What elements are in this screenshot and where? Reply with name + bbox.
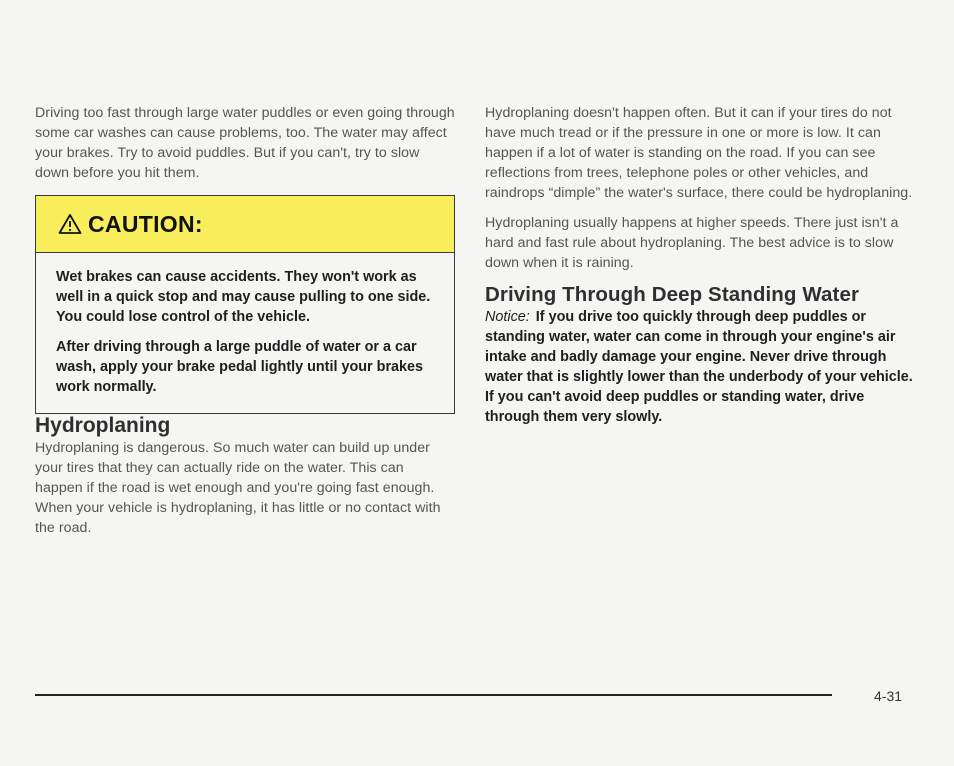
deep-water-heading: Driving Through Deep Standing Water (485, 283, 860, 306)
footer-rule (35, 694, 832, 696)
caution-box (35, 195, 455, 414)
caution-title: CAUTION: (88, 210, 203, 237)
notice-label: Notice: (485, 309, 530, 325)
hydroplaning-paragraph: Hydroplaning is dangerous. So much water can build up under your tires that they can actually ride on the water. This can happen if the road is wet enough and you're going fast enough. When your vehicle is hydroplaning, it has little or no contact with the road. (35, 440, 441, 536)
right-column (485, 103, 915, 427)
caution-paragraph: Wet brakes can cause accidents. They won't work as well in a quick stop and may cause pulling to one side. You could lose control of the vehicle. (56, 269, 431, 325)
caution-header (36, 196, 454, 253)
notice-paragraph (485, 307, 915, 427)
hydroplaning-speed-paragraph: Hydroplaning usually happens at higher speeds. There just isn't a hard and fast rule about hydroplaning. The best advice is to slow down when it is raining. (485, 215, 899, 271)
hydroplaning-occurrence-paragraph: Hydroplaning doesn't happen often. But it can if your tires do not have much tread or if the pressure in one or more is low. It can happen if a lot of water is standing on the road. If you can see reflections from trees, telephone poles or other vehicles, and raindrops “dimple” the water's surface, there could be hydroplaning. (485, 105, 913, 201)
caution-paragraph: After driving through a large puddle of water or a car wash, apply your brake pedal lightly until your brakes work normally. (56, 339, 424, 395)
warning-triangle-icon (58, 213, 82, 235)
hydroplaning-heading: Hydroplaning (35, 414, 171, 437)
intro-paragraph: Driving too fast through large water puddles or even going through some car washes can cause problems, too. The water may affect your brakes. Try to avoid puddles. But if you can't, try to slow down before you hit them. (35, 105, 455, 181)
left-column (35, 103, 455, 548)
notice-text: If you drive too quickly through deep puddles or standing water, water can come in through your engine's air intake and badly damage your engine. Never drive through water that is slightly lower than the underbody of your vehicle. If you can't avoid deep puddles or standing water, drive through them very slowly. (485, 309, 913, 425)
page-number: 4-31 (874, 688, 903, 704)
caution-body (36, 253, 454, 413)
